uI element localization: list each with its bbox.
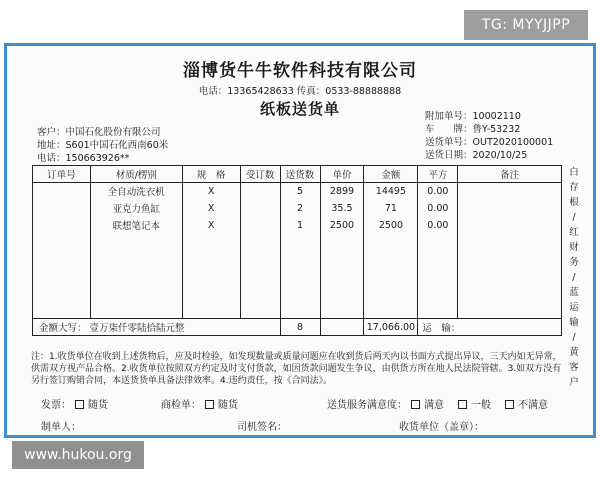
total-words-cell	[33, 319, 281, 336]
cell-price: 35.5	[320, 200, 364, 217]
side-label: 蓝	[569, 287, 579, 298]
cell-item: 联想笔记本	[90, 217, 182, 234]
unsatisfied-checkbox[interactable]	[505, 400, 514, 409]
meta-label: 车 牌：	[425, 124, 473, 135]
total-amount: 17,066.00	[364, 319, 418, 336]
tg-badge: TG: MYYJJPP	[464, 10, 588, 40]
cell-amount: 71	[364, 200, 418, 217]
meta-value: 10002110	[472, 111, 521, 122]
cell-ordered	[240, 200, 280, 217]
total-qty: 8	[280, 319, 320, 336]
total-words: 壹万柒仟零陆拾陆元整	[89, 323, 185, 334]
invoice-option	[41, 396, 108, 411]
satisfied-label: 满意	[424, 400, 444, 411]
cell-order-no	[33, 200, 91, 217]
table-row-empty	[33, 234, 562, 251]
cell-amount: 14495	[364, 183, 418, 200]
unsatisfied-label: 不满意	[518, 400, 548, 411]
meta-label: 送货单号：	[425, 137, 473, 148]
cell-item: 全自动洗衣机	[90, 183, 182, 200]
cert-option	[161, 396, 238, 411]
cell-price: 2500	[320, 217, 364, 234]
satisfaction-label: 送货服务满意度：	[327, 400, 407, 411]
cell-area: 0.00	[418, 183, 458, 200]
meta-label: 送货日期：	[425, 150, 473, 161]
table-row-empty	[33, 302, 562, 319]
driver-signature: 司机签名：	[237, 422, 287, 433]
header-unit-price: 单价	[320, 166, 364, 183]
table-row-empty	[33, 251, 562, 268]
table-total-row	[33, 319, 562, 336]
company-name: 淄博货牛牛软件科技有限公司	[183, 61, 417, 81]
meta-label: 附加单号：	[425, 111, 473, 122]
table-row	[33, 217, 562, 234]
cert-label: 商检单：	[161, 400, 201, 411]
header-note: 备注	[458, 166, 562, 183]
table-row-empty	[33, 268, 562, 285]
cell-ordered	[240, 183, 280, 200]
side-label: 白	[569, 167, 579, 178]
customer-phone: 电话：150663926**	[37, 153, 130, 164]
header-spec: 规 格	[182, 166, 240, 183]
average-label: 一般	[471, 400, 491, 411]
cell-spec: X	[182, 217, 240, 234]
table-row	[33, 183, 562, 200]
header-amount: 金额	[364, 166, 418, 183]
document-title: 纸板送货单	[259, 100, 340, 118]
side-label: 黄	[569, 347, 579, 358]
receiver-signature: 收货单位（盖章）：	[399, 422, 484, 433]
maker-signature: 制单人：	[41, 422, 81, 433]
table-header-row	[33, 166, 562, 183]
side-label: /	[572, 332, 576, 343]
site-watermark: www.hukou.org	[12, 441, 144, 469]
customer-name: 客户：中国石化股份有限公司	[37, 127, 161, 138]
shipping-label: 运 输：	[418, 319, 562, 336]
cell-qty: 1	[280, 217, 320, 234]
cell-note	[458, 183, 562, 200]
cell-order-no	[33, 183, 91, 200]
delivery-note-frame	[4, 43, 596, 438]
invoice-checkbox[interactable]	[75, 400, 84, 409]
header-material: 材质/楞别	[90, 166, 182, 183]
side-label: 财务	[569, 242, 579, 268]
customer-address: 地址：S601中国石化西南60米	[37, 140, 169, 151]
cell-item: 亚克力鱼缸	[90, 200, 182, 217]
cell-qty: 5	[280, 183, 320, 200]
side-label: 存根	[569, 182, 579, 208]
table-row-empty	[33, 285, 562, 302]
cell-amount: 2500	[364, 217, 418, 234]
total-words-label: 金额大写：	[39, 323, 87, 334]
side-label: 运输	[569, 302, 579, 328]
cell-order-no	[33, 217, 91, 234]
cert-option-label: 随货	[218, 400, 238, 411]
meta-value: OUT2020100001	[472, 137, 554, 148]
meta-extra-number	[425, 108, 521, 122]
cell-spec: X	[182, 200, 240, 217]
cell-area: 0.00	[418, 217, 458, 234]
cell-spec: X	[182, 183, 240, 200]
terms-notes: 注：1.收货单位在收到上述货物后，应及时检验，如发现数量或质量问题应在收到货后两天内以书面方式提出异议，三天内如无异常，供需双方视产品合格。2.收货单位按照双方约定及时支付货款，如因货款问题发生争议，由供货方所在地人民法院管辖。3.如双方没有另行签订购销合同，本送货货单具备法律效率。4.违约责任，按《合同法》。	[31, 352, 562, 386]
cell-price: 2899	[320, 183, 364, 200]
satisfied-checkbox[interactable]	[411, 400, 420, 409]
cell-ordered	[240, 217, 280, 234]
invoice-label: 发票：	[41, 400, 71, 411]
cell-area: 0.00	[418, 200, 458, 217]
side-label: 客户	[569, 362, 579, 388]
meta-delivery-date	[425, 147, 527, 161]
cert-checkbox[interactable]	[205, 400, 214, 409]
header-area: 平方	[418, 166, 458, 183]
header-ordered-qty: 受订数	[240, 166, 280, 183]
meta-value: 2020/10/25	[472, 150, 528, 161]
average-checkbox[interactable]	[458, 400, 467, 409]
cell-note	[458, 217, 562, 234]
company-phone-line: 电话：13365428633 传真：0533-88888888	[198, 86, 402, 97]
cell-qty: 2	[280, 200, 320, 217]
side-label: /	[572, 272, 576, 283]
meta-value: 鲁Y-53232	[472, 124, 521, 135]
header-order-no: 订单号	[33, 166, 91, 183]
cell-note	[458, 200, 562, 217]
satisfaction-option	[327, 396, 548, 411]
meta-plate	[425, 121, 520, 135]
side-label: 红	[569, 227, 579, 238]
table-row	[33, 200, 562, 217]
meta-delivery-number	[425, 134, 553, 148]
items-table	[32, 165, 562, 336]
side-label: /	[572, 212, 576, 223]
copy-distribution-labels	[565, 165, 583, 390]
header-delivered-qty: 送货数	[280, 166, 320, 183]
invoice-option-label: 随货	[88, 400, 108, 411]
